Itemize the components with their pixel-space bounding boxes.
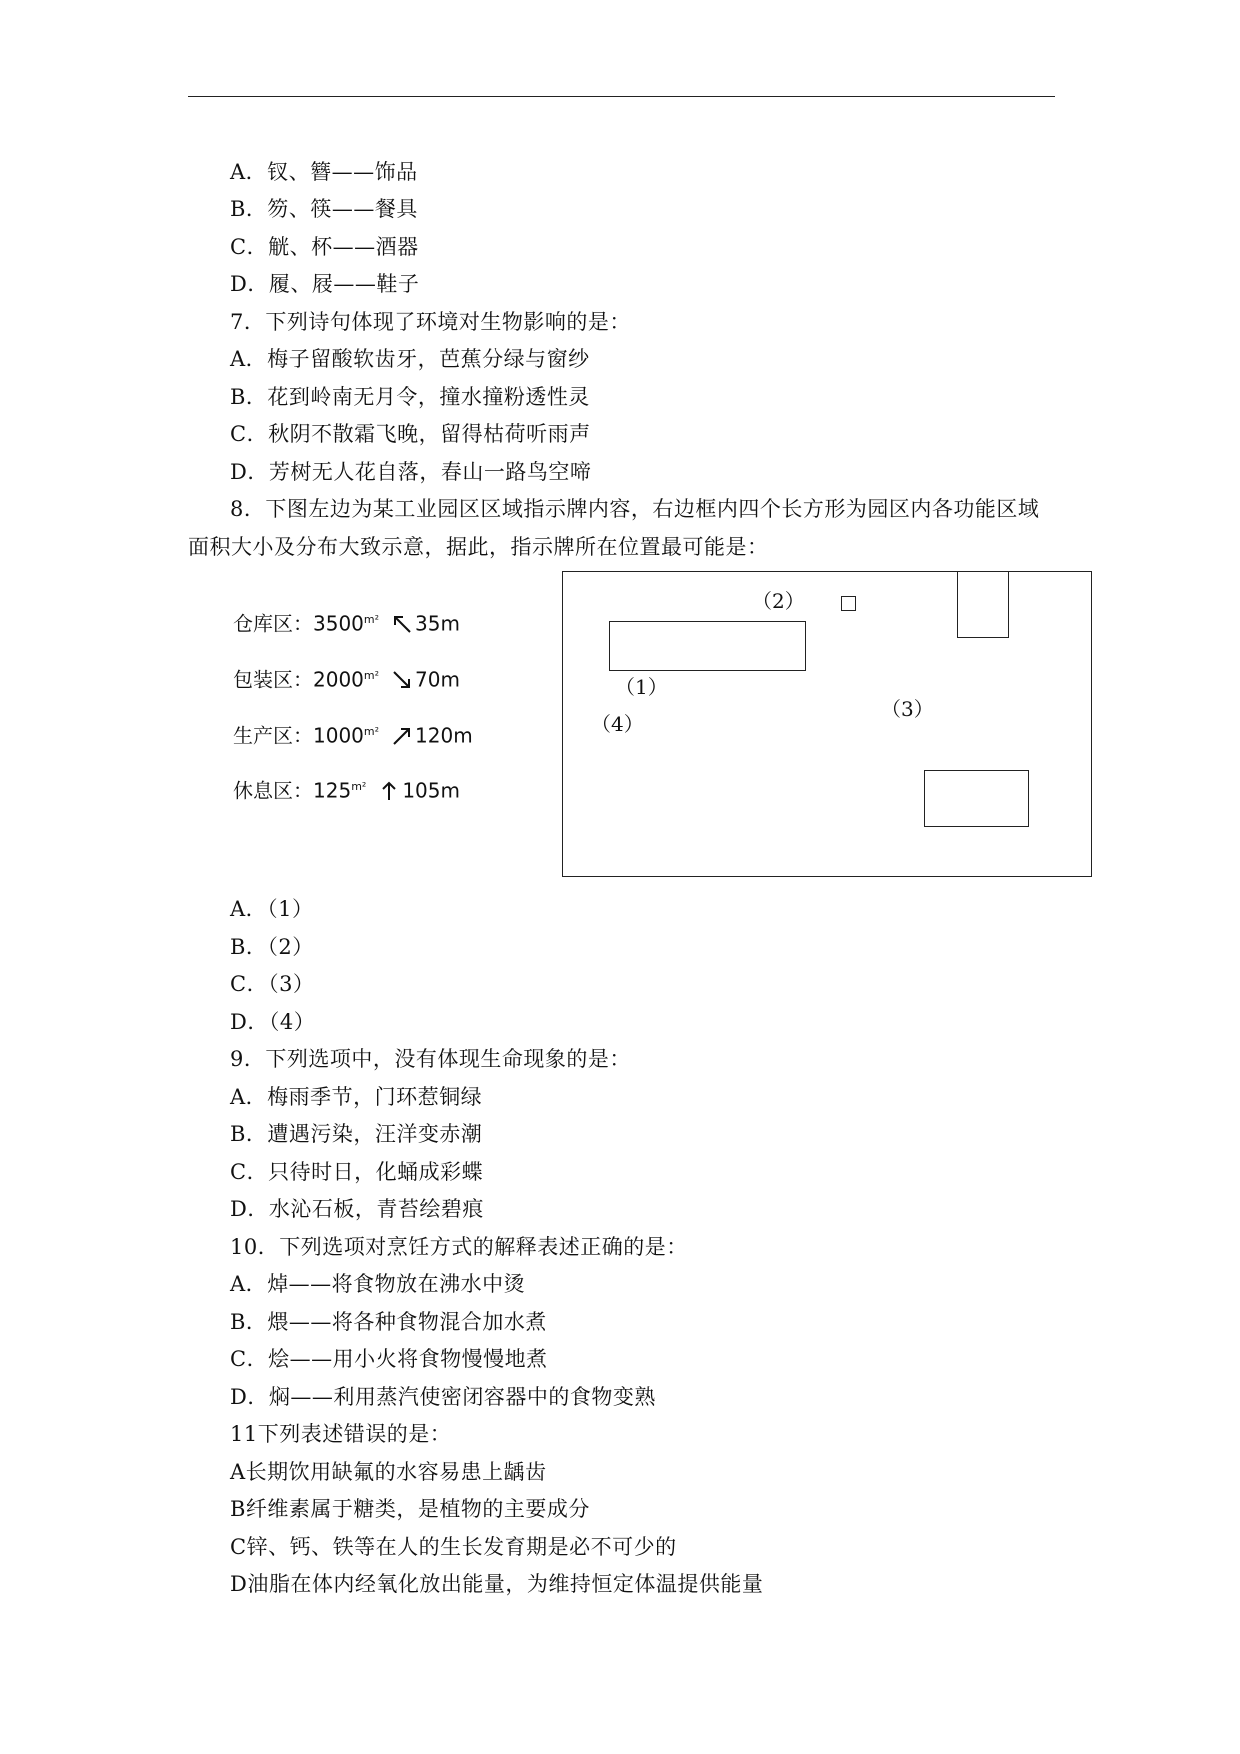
sign-row-packaging xyxy=(233,663,460,693)
q10-option-b: B．煨——将各种食物混合加水煮 xyxy=(230,1310,547,1334)
q11-option-a: A长期饮用缺氟的水容易患上龋齿 xyxy=(230,1460,547,1484)
sign-row-production xyxy=(233,719,473,749)
arrow-southeast-icon xyxy=(391,669,413,691)
map-label-3: （3） xyxy=(881,697,934,721)
q6-option-a: A．钗、簪——饰品 xyxy=(230,160,418,184)
q8-option-c: C．（3） xyxy=(230,972,315,996)
q11-option-d: D油脂在体内经氧化放出能量，为维持恒定体温提供能量 xyxy=(230,1572,764,1596)
map-rect-large xyxy=(609,621,806,671)
q11-option-c: C锌、钙、铁等在人的生长发育期是必不可少的 xyxy=(230,1535,677,1559)
q9-option-b: B．遭遇污染，汪洋变赤潮 xyxy=(230,1122,483,1146)
q8-question-line2: 面积大小及分布大致示意，据此，指示牌所在位置最可能是： xyxy=(188,535,769,559)
q7-option-a: A．梅子留酸软齿牙，芭蕉分绿与窗纱 xyxy=(230,347,590,371)
q9-option-c: C．只待时日，化蛹成彩蝶 xyxy=(230,1160,484,1184)
q7-option-c: C．秋阴不散霜飞晚，留得枯荷听雨声 xyxy=(230,422,591,446)
q6-option-b: B．笏、筷——餐具 xyxy=(230,197,418,221)
sign-warehouse-name: 仓库区： xyxy=(233,611,313,636)
q7-option-b: B．花到岭南无月令，撞水撞粉透性灵 xyxy=(230,385,590,409)
q11-question: 11下列表述错误的是： xyxy=(230,1422,452,1446)
q6-option-d: D．履、屐——鞋子 xyxy=(230,272,420,296)
q7-question: 7．下列诗句体现了环境对生物影响的是： xyxy=(230,310,631,334)
q8-question-line1: 8．下图左边为某工业园区区域指示牌内容，右边框内四个长方形为园区内各功能区域 xyxy=(230,497,1040,521)
map-rect-bottom-right xyxy=(924,770,1029,827)
sign-production-unit: m² xyxy=(363,725,380,738)
q10-question: 10．下列选项对烹饪方式的解释表述正确的是： xyxy=(230,1235,688,1259)
sign-packaging-unit: m² xyxy=(363,669,380,682)
header-rule xyxy=(188,96,1055,97)
q9-option-a: A．梅雨季节，门环惹铜绿 xyxy=(230,1085,483,1109)
map-label-4: （4） xyxy=(591,712,644,736)
sign-warehouse-unit: m² xyxy=(363,613,380,626)
q10-option-d: D．焖——利用蒸汽使密闭容器中的食物变熟 xyxy=(230,1385,656,1409)
sign-packaging-area: 2000 xyxy=(313,667,364,692)
sign-production-distance: 120m xyxy=(415,723,473,748)
map-rect-top-right xyxy=(957,571,1009,638)
sign-packaging-name: 包装区： xyxy=(233,667,313,692)
map-label-1: （1） xyxy=(615,675,668,699)
sign-packaging-distance: 70m xyxy=(415,667,460,692)
q11-option-b: B纤维素属于糖类，是植物的主要成分 xyxy=(230,1497,590,1521)
q8-option-b: B．（2） xyxy=(230,935,314,959)
sign-rest-name: 休息区： xyxy=(233,778,313,803)
sign-production-area: 1000 xyxy=(313,723,364,748)
arrow-northwest-icon xyxy=(391,613,413,635)
arrow-north-icon xyxy=(378,780,400,802)
sign-row-warehouse xyxy=(233,607,460,637)
q7-option-d: D．芳树无人花自落，春山一路鸟空啼 xyxy=(230,460,592,484)
sign-row-rest xyxy=(233,774,460,804)
q8-option-d: D．（4） xyxy=(230,1010,316,1034)
q6-option-c: C．觥、杯——酒器 xyxy=(230,235,419,259)
q8-option-a: A．（1） xyxy=(230,897,314,921)
sign-rest-distance: 105m xyxy=(402,778,460,803)
q10-option-a: A．焯——将食物放在沸水中烫 xyxy=(230,1272,526,1296)
park-map-frame xyxy=(562,571,1092,877)
arrow-northeast-icon xyxy=(391,725,413,747)
sign-warehouse-distance: 35m xyxy=(415,611,460,636)
sign-warehouse-area: 3500 xyxy=(313,611,364,636)
sign-rest-area: 125 xyxy=(313,778,352,803)
map-small-square xyxy=(841,596,856,611)
sign-rest-unit: m² xyxy=(351,780,367,793)
q9-option-d: D．水沁石板，青苔绘碧痕 xyxy=(230,1197,484,1221)
sign-production-name: 生产区： xyxy=(233,723,313,748)
q9-question: 9．下列选项中，没有体现生命现象的是： xyxy=(230,1047,631,1071)
q10-option-c: C．烩——用小火将食物慢慢地煮 xyxy=(230,1347,548,1371)
map-label-2: （2） xyxy=(752,589,805,613)
